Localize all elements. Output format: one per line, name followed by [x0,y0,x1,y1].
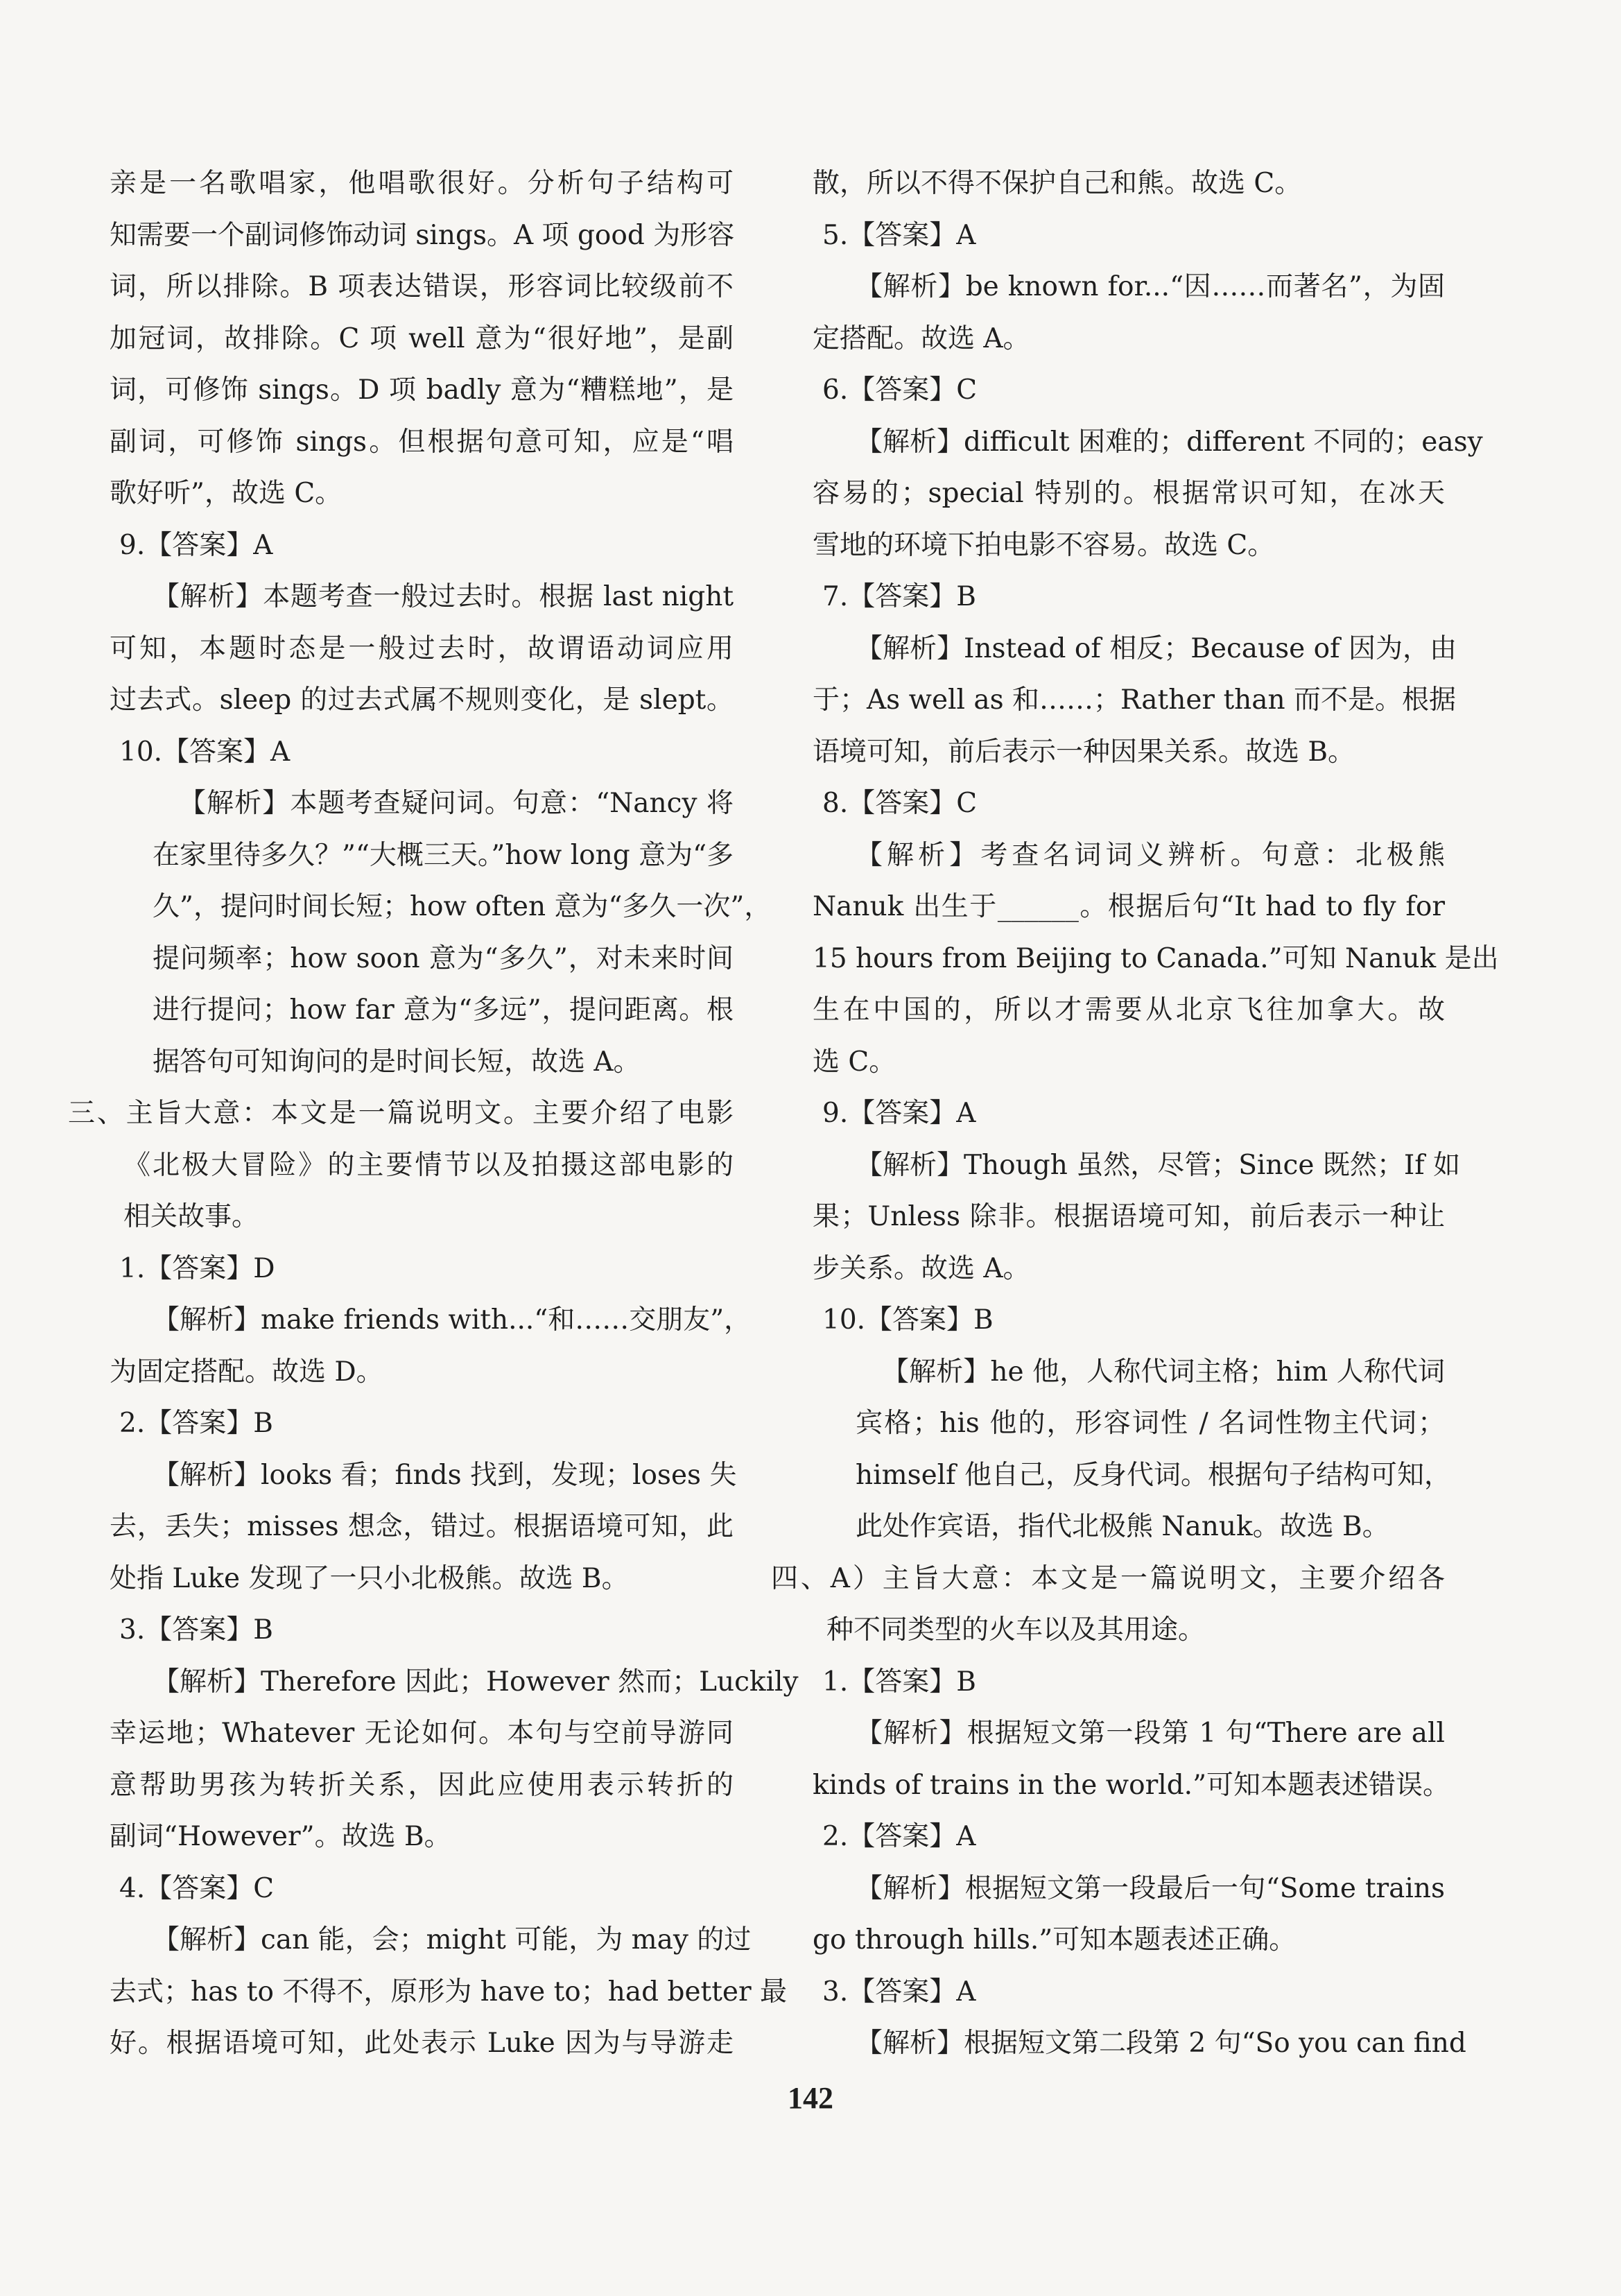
text-line: 可知，本题时态是一般过去时，故谓语动词应用 [110,632,734,664]
text-line: 10.【答案】A [119,736,291,768]
text-line: 果；Unless 除非。根据语境可知，前后表示一种让 [813,1201,1445,1232]
text-line: 去式；has to 不得不，原形为 have to；had better 最 [110,1976,787,2008]
text-line: 三、主旨大意：本文是一篇说明文。主要介绍了电影 [68,1098,734,1129]
text-line: Nanuk 出生于______。根据后句“It had to fly for [813,891,1445,922]
text-line: 3.【答案】B [119,1614,273,1646]
text-line: 此处作宾语，指代北极熊 Nanuk。故选 B。 [856,1511,1389,1542]
text-line: 知需要一个副词修饰动词 sings。A 项 good 为形容 [110,219,735,251]
text-line: 【解析】Instead of 相反；Because of 因为，由 [856,632,1457,664]
text-line: 【解析】difficult 困难的；different 不同的；easy [856,426,1483,458]
text-line: 【解析】looks 看；finds 找到，发现；loses 失 [153,1459,737,1491]
text-line: kinds of trains in the world.”可知本题表述错误。 [813,1769,1450,1801]
text-line: 相关故事。 [123,1201,259,1232]
text-line: 《北极大冒险》的主要情节以及拍摄这部电影的 [123,1149,734,1181]
text-line: 步关系。故选 A。 [813,1252,1030,1284]
text-line: 幸运地；Whatever 无论如何。本句与空前导游同 [110,1718,734,1749]
text-line: 6.【答案】C [822,374,978,406]
text-line: 15 hours from Beijing to Canada.”可知 Nanuk 是出 [813,942,1499,974]
text-line: 过去式。sleep 的过去式属不规则变化，是 slept。 [110,684,734,716]
text-line: 久”，提问时间长短；how often 意为“多久一次”， [153,891,772,922]
text-line: 【解析】本题考查一般过去时。根据 last night [153,581,734,612]
text-line: 雪地的环境下拍电影不容易。故选 C。 [813,529,1275,561]
text-line: 副词“However”。故选 B。 [110,1821,451,1852]
text-line: 据答句可知询问的是时间长短，故选 A。 [153,1046,641,1078]
text-line: 【解析】be known for...“因……而著名”，为固 [856,271,1445,302]
text-line: 【解析】根据短文第一段第 1 句“There are all [856,1718,1445,1749]
left-column [68,158,799,2070]
text-line: 【解析】根据短文第二段第 2 句“So you can find [856,2028,1466,2059]
text-line: 【解析】make friends with...“和……交朋友”， [153,1304,752,1336]
text-line: 宾格；his 他的，形容词性 / 名词性物主代词； [856,1408,1445,1439]
text-line: 于；As well as 和……；Rather than 而不是。根据 [813,684,1457,716]
text-line: 词，可修饰 sings。D 项 badly 意为“糟糕地”，是 [110,374,734,406]
text-line: 【解析】根据短文第一段最后一句“Some trains [856,1872,1445,1904]
text-line: go through hills.”可知本题表述正确。 [813,1924,1297,1956]
text-line: himself 他自己，反身代词。根据句子结构可知， [856,1459,1451,1491]
text-line: 【解析】can 能，会；might 可能，为 may 的过 [153,1924,752,1956]
text-line: 【解析】Though 虽然，尽管；Since 既然；If 如 [856,1149,1461,1181]
text-line: 4.【答案】C [119,1872,275,1904]
text-line: 【解析】本题考查疑问词。句意：“Nancy 将 [179,788,734,819]
text-line: 10.【答案】B [822,1304,994,1336]
text-line: 8.【答案】C [822,788,978,819]
text-line: 四、A）主旨大意：本文是一篇说明文，主要介绍各 [771,1562,1445,1594]
text-line: 语境可知，前后表示一种因果关系。故选 B。 [813,736,1355,768]
text-line: 定搭配。故选 A。 [813,322,1030,354]
text-line: 去，丢失；misses 想念，错过。根据语境可知，此 [110,1511,734,1542]
text-line: 2.【答案】A [822,1821,976,1852]
text-line: 7.【答案】B [822,581,976,612]
text-line: 处指 Luke 发现了一只小北极熊。故选 B。 [110,1562,629,1594]
text-line: 5.【答案】A [822,219,976,251]
text-line: 3.【答案】A [822,1976,976,2008]
text-line: 生在中国的，所以才需要从北京飞往加拿大。故 [813,994,1445,1026]
text-line: 为固定搭配。故选 D。 [110,1356,383,1388]
text-line: 【解析】Therefore 因此；However 然而；Luckily [153,1666,799,1698]
text-line: 进行提问；how far 意为“多远”，提问距离。根 [153,994,734,1026]
text-line: 9.【答案】A [822,1098,976,1129]
text-line: 2.【答案】B [119,1408,273,1439]
text-line: 好。根据语境可知，此处表示 Luke 因为与导游走 [110,2028,734,2059]
text-line: 亲是一名歌唱家，他唱歌很好。分析句子结构可 [110,168,734,199]
text-line: 散，所以不得不保护自己和熊。故选 C。 [813,168,1302,199]
text-line: 种不同类型的火车以及其用途。 [826,1614,1206,1646]
text-line: 意帮助男孩为转折关系，因此应使用表示转折的 [110,1769,734,1801]
text-line: 1.【答案】D [119,1252,275,1284]
text-line: 加冠词，故排除。C 项 well 意为“很好地”，是副 [110,322,734,354]
text-line: 提问频率；how soon 意为“多久”，对未来时间 [153,942,734,974]
text-line: 在家里待多久？”“大概三天。”how long 意为“多 [153,839,734,871]
text-line: 1.【答案】B [822,1666,976,1698]
right-column [771,158,1499,2070]
text-line: 9.【答案】A [119,529,273,561]
text-line: 词，所以排除。B 项表达错误，形容词比较级前不 [110,271,734,302]
text-line: 歌好听”，故选 C。 [110,478,343,509]
text-line: 【解析】he 他，人称代词主格；him 人称代词 [882,1356,1445,1388]
text-line: 容易的；special 特别的。根据常识可知，在冰天 [813,478,1445,509]
text-line: 选 C。 [813,1046,896,1078]
page-number: 142 [788,2081,833,2115]
text-line: 【解析】考查名词词义辨析。句意：北极熊 [856,839,1445,871]
text-line: 副词，可修饰 sings。但根据句意可知，应是“唱 [110,426,734,458]
